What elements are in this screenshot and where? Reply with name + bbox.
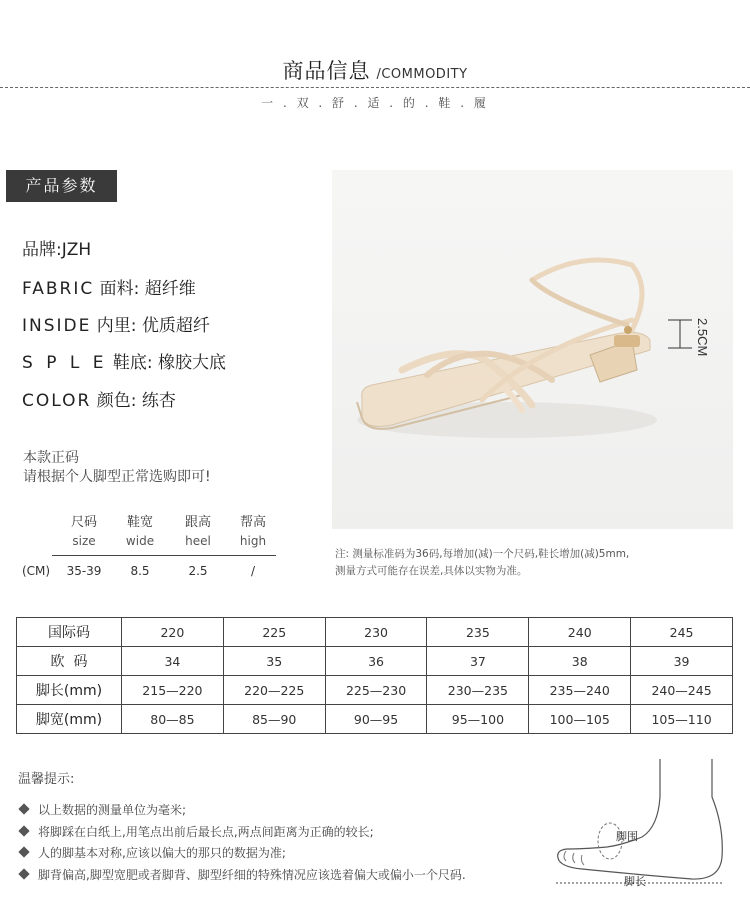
spec-value: 练杏 bbox=[141, 391, 176, 411]
header-divider bbox=[0, 87, 750, 88]
sandal-illustration bbox=[332, 170, 733, 529]
diamond-bullet-icon bbox=[18, 803, 29, 814]
row-header: 脚宽(mm) bbox=[17, 705, 122, 734]
table-row bbox=[17, 705, 733, 734]
foot-measure-diagram bbox=[552, 757, 727, 892]
tip-text: 以上数据的测量单位为毫米; bbox=[38, 803, 187, 817]
table-cell: 240—245 bbox=[631, 676, 733, 705]
mini-header-en: high bbox=[239, 534, 267, 548]
table-cell: 90—95 bbox=[325, 705, 427, 734]
table-cell: 220 bbox=[122, 618, 224, 647]
mini-value-wide: 8.5 bbox=[130, 564, 150, 578]
size-table bbox=[16, 617, 733, 734]
table-cell: 105—110 bbox=[631, 705, 733, 734]
spec-key: INSIDE bbox=[22, 316, 92, 336]
section-title bbox=[0, 55, 750, 85]
mini-header-cn: 帮高 bbox=[239, 515, 266, 530]
mini-header-cn: 鞋宽 bbox=[126, 515, 153, 530]
table-cell: 240 bbox=[529, 618, 631, 647]
product-photo bbox=[332, 170, 733, 529]
table-cell: 235 bbox=[427, 618, 529, 647]
diamond-bullet-icon bbox=[18, 825, 29, 836]
table-cell: 230 bbox=[325, 618, 427, 647]
table-cell: 230—235 bbox=[427, 676, 529, 705]
table-cell: 100—105 bbox=[529, 705, 631, 734]
table-row bbox=[17, 618, 733, 647]
mini-value-high: / bbox=[250, 564, 256, 578]
spec-key: COLOR bbox=[22, 391, 92, 411]
fit-note-line2: 请根据个人脚型正常选购即可! bbox=[23, 469, 211, 485]
table-cell: 85—90 bbox=[223, 705, 325, 734]
table-cell: 235—240 bbox=[529, 676, 631, 705]
section-title-cn: 商品信息 bbox=[282, 59, 371, 83]
mini-header-en: wide bbox=[125, 534, 155, 548]
table-cell: 37 bbox=[427, 647, 529, 676]
row-header: 国际码 bbox=[17, 618, 122, 647]
table-cell: 36 bbox=[325, 647, 427, 676]
row-header: 脚长(mm) bbox=[17, 676, 122, 705]
measurement-note-line1: 注: 测量标准码为36码,每增加(减)一个尺码,鞋长增加(减)5mm, bbox=[335, 548, 630, 560]
section-title-en: /COMMODITY bbox=[376, 67, 468, 82]
mini-value-size: 35-39 bbox=[66, 564, 102, 578]
tip-item bbox=[20, 866, 466, 883]
spec-value: 橡胶大底 bbox=[158, 353, 227, 373]
tip-item bbox=[20, 844, 286, 861]
spec-label: 内里: bbox=[96, 316, 137, 336]
spec-row-inside bbox=[22, 311, 210, 336]
mini-header-size bbox=[54, 514, 114, 550]
measurement-note-line2: 测量方式可能存在误差,具体以实物为准。 bbox=[335, 565, 528, 577]
table-cell: 95—100 bbox=[427, 705, 529, 734]
table-cell: 34 bbox=[122, 647, 224, 676]
mini-value-heel: 2.5 bbox=[188, 564, 208, 578]
table-cell: 38 bbox=[529, 647, 631, 676]
table-cell: 225 bbox=[223, 618, 325, 647]
section-subtitle: 一 . 双 . 舒 . 适 . 的 . 鞋 . 履 bbox=[261, 96, 489, 110]
measurement-note bbox=[335, 546, 629, 580]
spec-row-fabric bbox=[22, 274, 196, 299]
mini-header-cn: 跟高 bbox=[184, 515, 211, 530]
mini-header-high bbox=[223, 514, 283, 550]
table-cell: 35 bbox=[223, 647, 325, 676]
mini-header-wide bbox=[110, 514, 170, 550]
mini-table-divider bbox=[52, 555, 276, 556]
tip-item bbox=[20, 801, 186, 818]
heel-height-label: 2.5CM bbox=[695, 318, 710, 357]
mini-header-en: heel bbox=[185, 534, 211, 548]
tip-text: 将脚踩在白纸上,用笔点出前后最长点,两点间距离为正确的较长; bbox=[38, 825, 374, 839]
table-row bbox=[17, 647, 733, 676]
fit-note-line1: 本款正码 bbox=[23, 450, 79, 466]
table-cell: 39 bbox=[631, 647, 733, 676]
foot-girth-label: 脚围 bbox=[616, 830, 638, 843]
table-cell: 225—230 bbox=[325, 676, 427, 705]
table-cell: 220—225 bbox=[223, 676, 325, 705]
foot-length-label: 脚长 bbox=[624, 875, 646, 888]
spec-value: 优质超纤 bbox=[141, 316, 210, 336]
row-header: 欧 码 bbox=[17, 647, 122, 676]
tip-text: 脚背偏高,脚型宽肥或者脚背、脚型纤细的特殊情况应该选着偏大或偏小一个尺码. bbox=[38, 868, 466, 882]
spec-label: 面料: bbox=[99, 279, 140, 299]
spec-value: 超纤维 bbox=[144, 279, 196, 299]
params-badge: 产品参数 bbox=[6, 170, 117, 202]
spec-label: 鞋底: bbox=[112, 353, 153, 373]
mini-header-en: size bbox=[72, 534, 96, 548]
mini-unit: (CM) bbox=[22, 564, 51, 578]
mini-header-cn: 尺码 bbox=[70, 515, 97, 530]
tip-text: 人的脚基本对称,应该以偏大的那只的数据为准; bbox=[38, 846, 286, 860]
mini-header-heel bbox=[168, 514, 228, 550]
tip-item bbox=[20, 823, 374, 840]
table-cell: 215—220 bbox=[122, 676, 224, 705]
spec-row-sole bbox=[22, 348, 226, 373]
table-cell: 80—85 bbox=[122, 705, 224, 734]
table-cell: 245 bbox=[631, 618, 733, 647]
spec-key: S P L E bbox=[22, 353, 108, 373]
diamond-bullet-icon bbox=[18, 868, 29, 879]
spec-key: FABRIC bbox=[22, 279, 95, 299]
tips-title: 温馨提示: bbox=[18, 772, 75, 787]
brand-label: 品牌:JZH bbox=[22, 240, 92, 260]
spec-label: 颜色: bbox=[96, 391, 137, 411]
fit-note bbox=[23, 449, 211, 487]
spec-row-color bbox=[22, 386, 176, 411]
table-row bbox=[17, 676, 733, 705]
diamond-bullet-icon bbox=[18, 846, 29, 857]
